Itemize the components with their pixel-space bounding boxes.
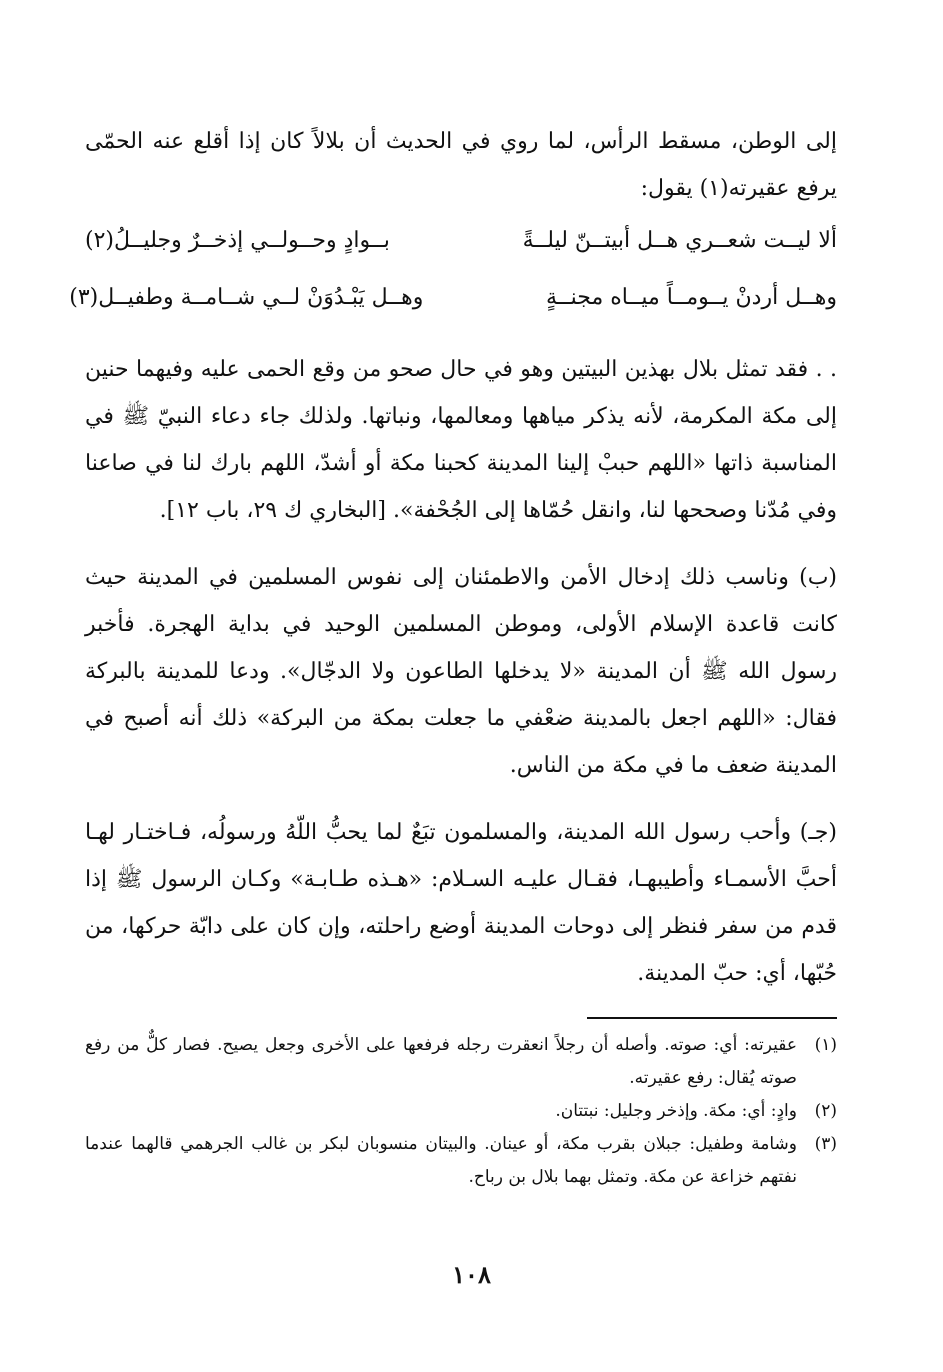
poem bbox=[69, 212, 837, 326]
poem-verse bbox=[69, 269, 837, 326]
footnote bbox=[85, 1029, 837, 1095]
footnote-number: (١) bbox=[814, 1035, 837, 1055]
footnote-number: (٣) bbox=[814, 1134, 837, 1154]
intro-paragraph: إلى الوطن، مسقط الرأس، لما روي في الحديث أن بلالاً كان إذا أقلع عنه الحمّى يرفع عقيرته(١) يقول: bbox=[85, 129, 837, 201]
footnote-separator bbox=[587, 1017, 837, 1019]
poem-hemistich-first: ألا ليــت شعــري هــل أبيتــنّ ليلــةً bbox=[522, 228, 837, 253]
page-number: ١٠٨ bbox=[452, 1260, 491, 1289]
footnote bbox=[85, 1095, 837, 1128]
paragraph-c: (جـ) وأحب رسول الله المدينة، والمسلمون تبَعٌ لما يحبُّ اللّهُ ورسولُه، فـاختـار لهـا أحبَّ الأسمـاء وأطيبهـا، فقـال عليـه السـلام: «هـذه طـابـة» وكـان الرسول ﷺ إذا قدم من سفر فنظر إلى دوحات المدينة أوضع راحلته، وإن كان على دابّة حركها، من حُبّها، أي: حبّ المدينة. bbox=[85, 820, 837, 986]
footnote-number: (٢) bbox=[814, 1101, 837, 1121]
footnote bbox=[85, 1128, 837, 1194]
paragraph-b: (ب) وناسب ذلك إدخال الأمن والاطمئنان إلى نفوس المسلمين في المدينة حيث كانت قاعدة الإسلام الأولى، وموطن المسلمين الوحيد في بداية الهجرة. فأخبر رسول الله ﷺ أن المدينة «لا يدخلها الطاعون ولا الدجّال». ودعا للمدينة بالبركة فقال: «اللهم اجعل بالمدينة ضعْفي ما جعلت بمكة من البركة» ذلك أنه أصبح في المدينة ضعف ما في مكة من الناس. bbox=[85, 565, 837, 778]
footnote-text: وادٍ: أي: مكة. وإذخر وجليل: نبتتان. bbox=[555, 1101, 797, 1121]
footnote-text: وشامة وطفيل: جبلان بقرب مكة، أو عينان. والبيتان منسوبان لبكر بن غالب الجرهمي قالهما عندما نفتهم خزاعة عن مكة. وتمثل بهما بلال بن رباح. bbox=[85, 1134, 797, 1187]
poem-hemistich-second: بــوادٍ وحــولــي إذخــرٌ وجليــلُ(٢) bbox=[85, 228, 390, 253]
footnotes bbox=[85, 1029, 837, 1194]
page-body bbox=[69, 118, 837, 1194]
footnote-text: عقيرته: أي: صوته. وأصله أن رجلاً انعقرت رجله فرفعها على الأخرى وجعل يصيح. فصار كلٌّ من رفع صوته يُقال: رفع عقيرته. bbox=[85, 1035, 797, 1088]
poem-verse bbox=[85, 212, 837, 269]
poem-hemistich-first: وهــل أردنْ يــومــاً ميــاه مجنــةٍ bbox=[545, 285, 837, 310]
paragraph-bilal: . . فقد تمثل بلال بهذين البيتين وهو في حال صحو من وقع الحمى عليه وفيهما حنين إلى مكة المكرمة، لأنه يذكر مياهها ومعالمها، ونباتها. ولذلك جاء دعاء النبيّ ﷺ في المناسبة ذاتها «اللهم حببْ إلينا المدينة كحبنا مكة أو أشدّ، اللهم بارك لنا في صاعنا وفي مُدّنا وصححها لنا، وانقل حُمّاها إلى الجُحْفة». [البخاري ك ٢٩، باب ١٢]. bbox=[85, 357, 837, 523]
poem-hemistich-second: وهــل يَبْـدُوَنْ لــي شــامــة وطفيــل(٣) bbox=[69, 285, 424, 310]
